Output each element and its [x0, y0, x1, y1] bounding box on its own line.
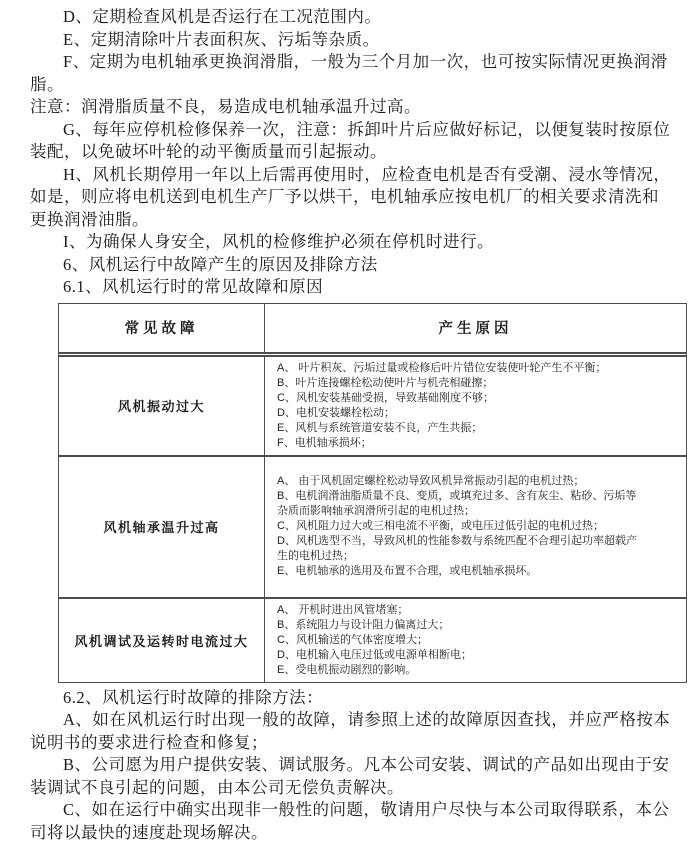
- fault-cause-table: [58, 303, 687, 683]
- cause-line: D、电机安装螺栓松动；: [277, 406, 395, 419]
- cause-line: A、 叶片积灰、污垢过量或检修后叶片错位安装使叶轮产生不平衡；: [277, 361, 607, 374]
- text-line: 更换润滑油脂。: [30, 209, 149, 229]
- cause-line: B、系统阻力与设计阻力偏离过大；: [277, 618, 450, 631]
- text-line: E、定期清除叶片表面积灰、污垢等杂质。: [63, 29, 380, 49]
- cause-line: 生的电机过热；: [277, 550, 354, 562]
- cause-cell: [265, 457, 686, 597]
- table-row: [59, 455, 686, 597]
- text-line: 装配，以免破坏叶轮的动平衡质量而引起振动。: [30, 142, 387, 161]
- cause-line: C、风机输送的气体密度增大；: [277, 633, 428, 646]
- text-line: 注意：润滑脂质量不良，易造成电机轴承温升过高。: [30, 97, 421, 116]
- cause-line: E、受电机振动剧烈的影响。: [277, 663, 417, 676]
- table-header-cause: 产生原因: [438, 321, 513, 337]
- text-line: I、为确保人身安全，风机的检修维护必须在停机时进行。: [63, 232, 494, 251]
- text-line: G、每年应停机检修保养一次，注意：拆卸叶片后应做好标记，以便复装时按原位: [63, 119, 671, 139]
- cause-line: C、风机阻力过大或三相电流不平衡，或电压过低引起的电机过热；: [277, 520, 604, 532]
- table-row: [59, 597, 686, 682]
- text-line: A、如在风机运行时出现一般的故障，请参照上述的故障原因查找，并应严格按本: [63, 710, 671, 729]
- cause-line: D、风机选型不当，导致风机的性能参数与系统匹配不合理引起功率超载产: [277, 535, 637, 547]
- text-line: 6.2、风机运行时故障的排除方法：: [63, 687, 324, 707]
- cause-line: A、 开机时进出风管堵塞；: [277, 603, 409, 616]
- text-line: C、如在运行中确实出现非一般性的问题，敬请用户尽快与本公司取得联系，本公: [63, 800, 670, 819]
- cause-line: F、电机轴承损坏；: [277, 436, 372, 449]
- fault-cell: 风机轴承温升过高: [59, 457, 265, 597]
- text-line: F、定期为电机轴承更换润滑脂，一般为三个月加一次，也可按实际情况更换润滑: [63, 52, 668, 71]
- text-line: 司将以最快的速度赴现场解决。: [30, 822, 268, 842]
- cause-line: C、风机安装基础受损，导致基础刚度不够；: [277, 391, 494, 404]
- text-line: 6、风机运行中故障产生的原因及排除方法: [63, 254, 378, 274]
- cause-line: B、叶片连接螺栓松动使叶片与机壳相碰擦；: [277, 376, 494, 389]
- cause-line: E、电机轴承的选用及布置不合理，或电机轴承损坏。: [277, 565, 538, 577]
- table-header-fault: 常见故障: [59, 304, 265, 352]
- table-row: [59, 357, 686, 455]
- text-line: 如是，则应将电机送到电机生产厂予以烘干，电机轴承应按电机厂的相关要求清洗和: [30, 187, 659, 206]
- text-line: 装调试不良引起的问题，由本公司无偿负责解决。: [30, 777, 404, 797]
- cause-line: B、电机润滑油脂质量不良、变质，或填充过多、含有灰尘、粘砂、污垢等: [277, 490, 637, 502]
- maintenance-instructions: [30, 6, 690, 299]
- cause-line: A、 由于风机固定螺栓松动导致风机异常振动引起的电机过热；: [277, 475, 585, 487]
- text-line: 6.1、风机运行时的常见故障和原因: [63, 277, 324, 296]
- text-line: B、公司愿为用户提供安装、调试服务。凡本公司安装、调试的产品如出现由于安: [63, 755, 670, 774]
- table-header-row: [59, 304, 686, 357]
- text-line: 脂。: [30, 74, 64, 94]
- cause-line: D、电机输入电压过低或电源单相断电；: [277, 648, 472, 661]
- cause-line: 杂质而影响轴承润滑所引起的电机过热；: [277, 505, 475, 517]
- troubleshooting-methods: [30, 687, 690, 845]
- cause-line: E、风机与系统管道安装不良，产生共振；: [277, 421, 483, 434]
- cause-cell: [265, 357, 686, 455]
- text-line: 说明书的要求进行检查和修复；: [30, 732, 268, 752]
- text-line: D、定期检查风机是否运行在工况范围内。: [63, 7, 382, 26]
- text-line: H、风机长期停用一年以上后需再使用时，应检查电机是否有受潮、浸水等情况，: [63, 164, 671, 184]
- fault-cell: 风机调试及运转时电流过大: [59, 599, 265, 682]
- fault-cell: 风机振动过大: [59, 357, 265, 455]
- cause-cell: [265, 599, 686, 682]
